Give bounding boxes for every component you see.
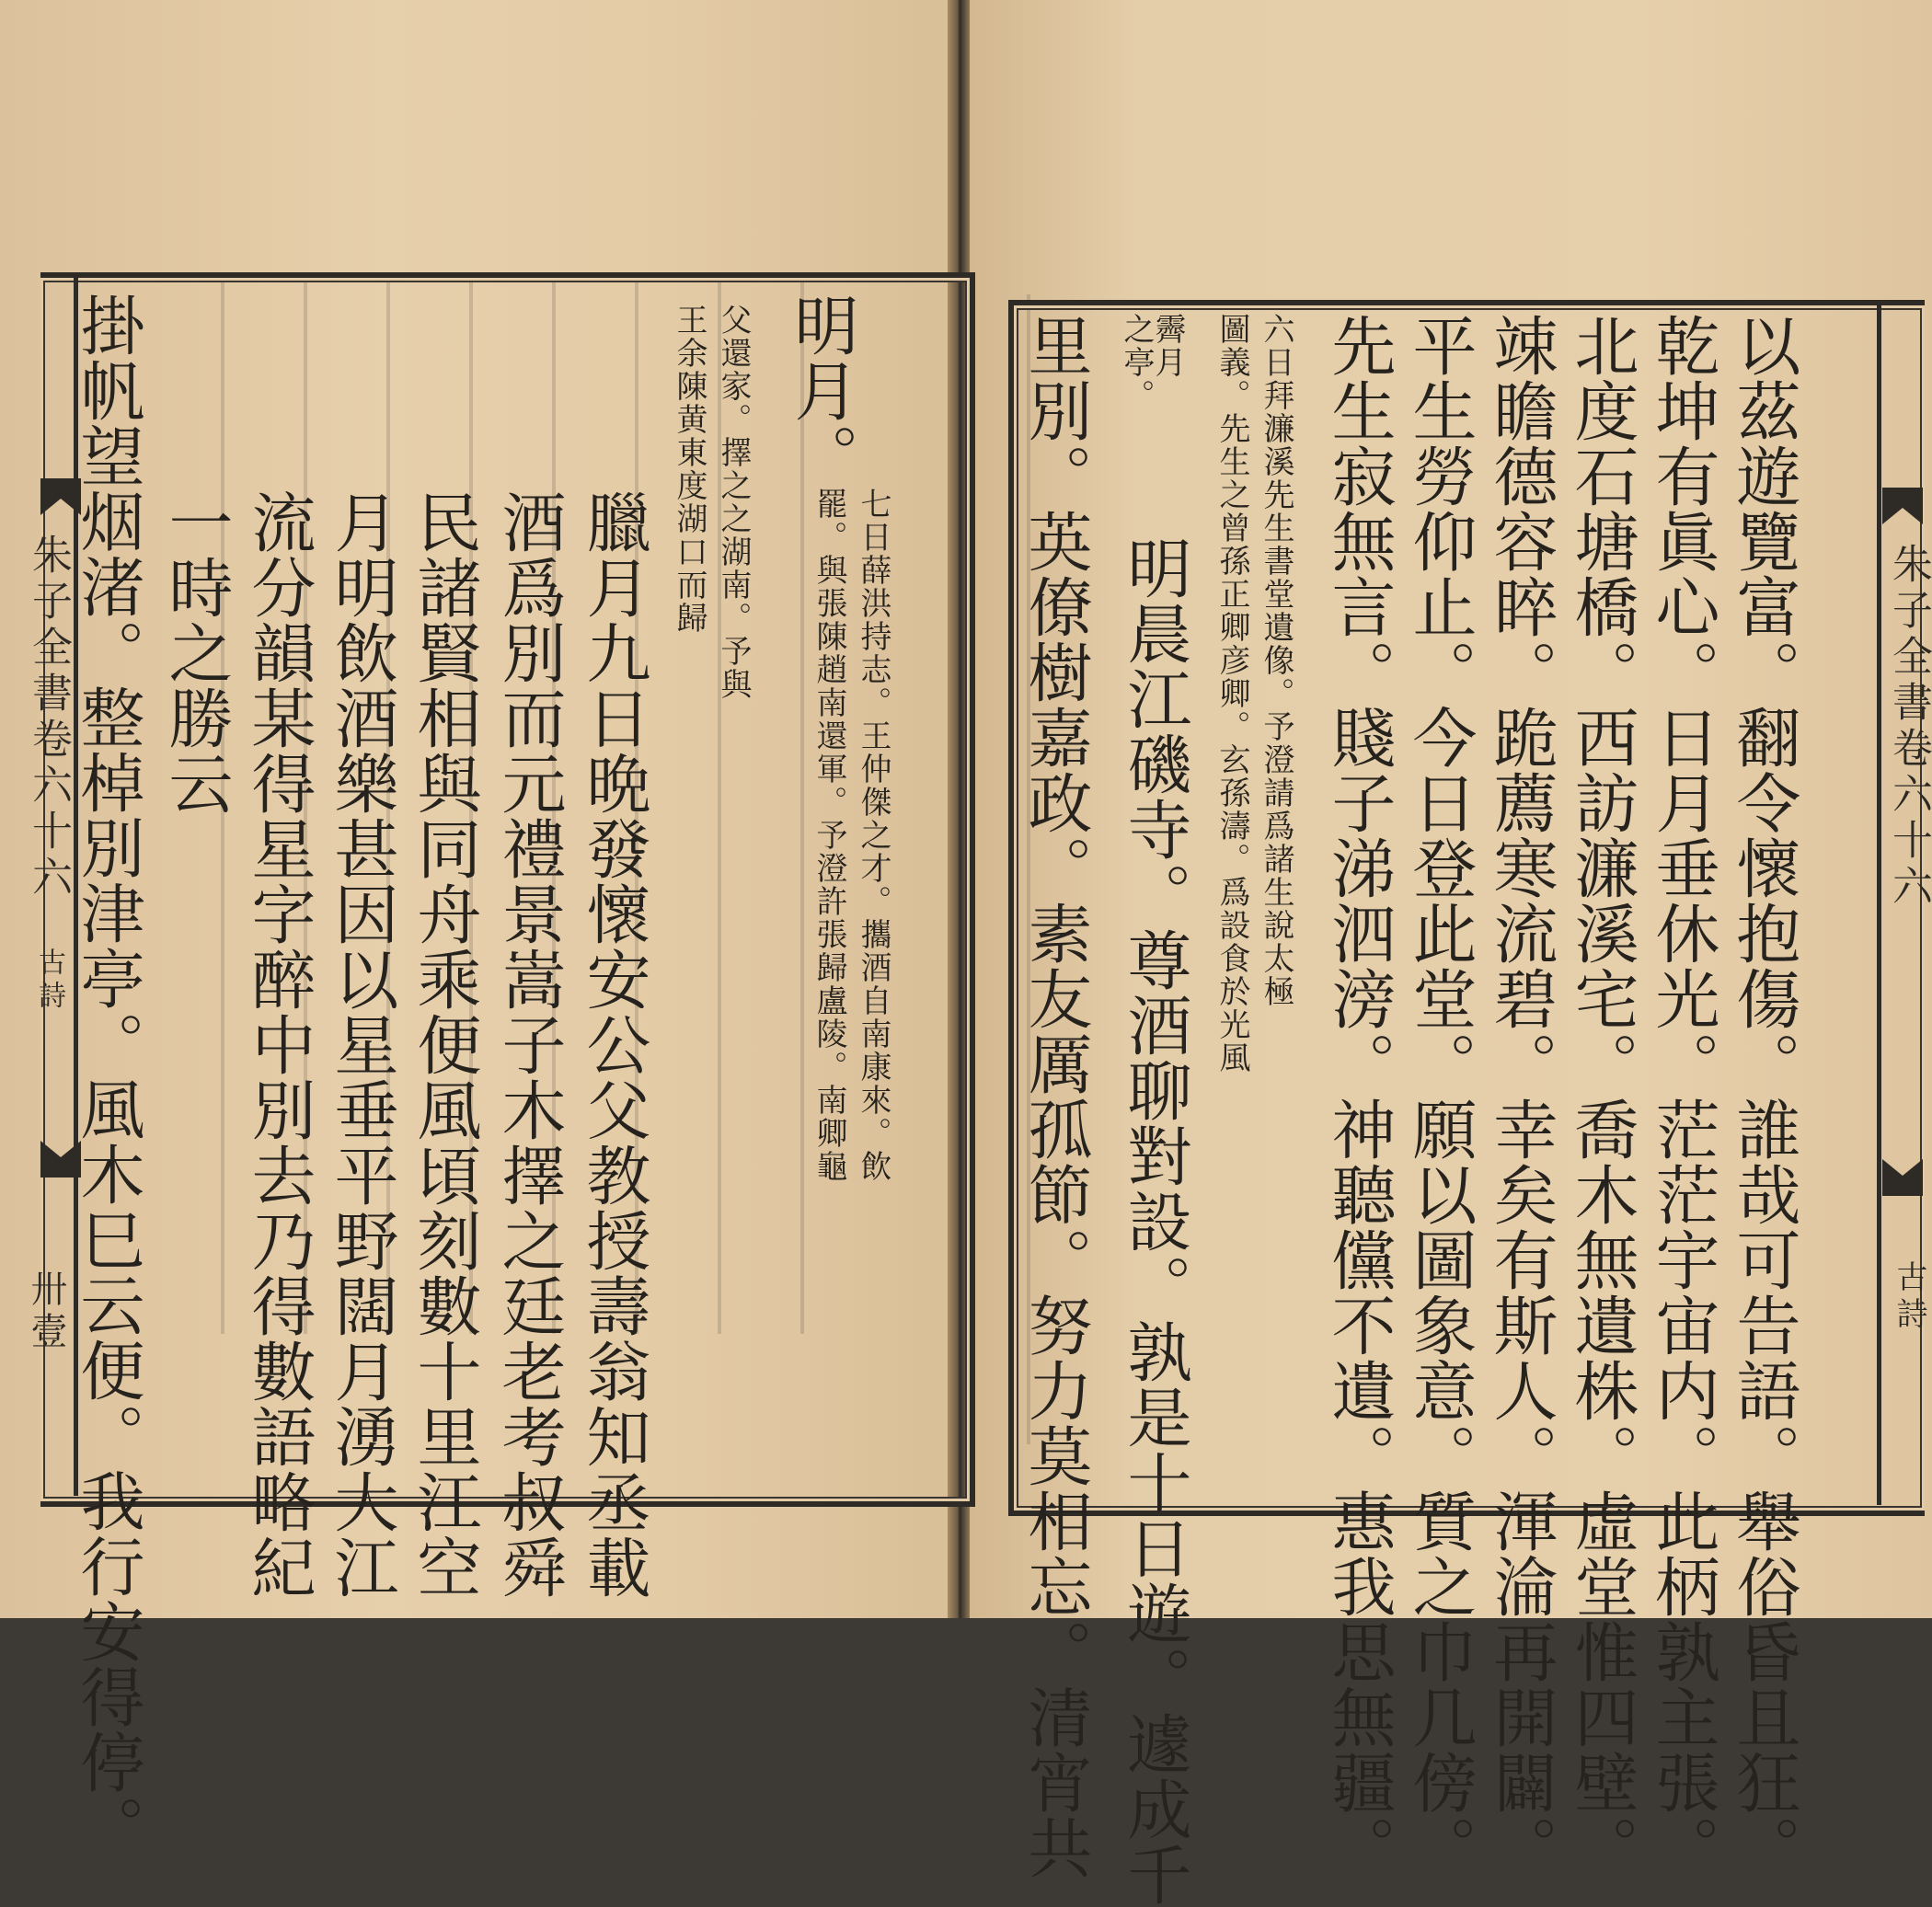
left-column-2: 一時之勝云 <box>158 489 234 816</box>
right-margin-section: 古詩 <box>1891 1260 1927 1334</box>
left-column-mixed-big: 明月。 <box>784 293 859 488</box>
right-column-4: 竦瞻德容睟。跪薦寒流碧。幸矣有斯人。渾淪再開闢。 <box>1483 313 1558 1880</box>
right-column-6: 先生寂無言。賤子涕泗滂。神聽儻不遺。惠我思無疆。 <box>1321 313 1397 1880</box>
right-column-2: 乾坤有眞心。日月垂休光。茫茫宇宙内。此柄孰主張。 <box>1645 313 1720 1880</box>
left-page-number: 卅壹 <box>25 1269 67 1354</box>
right-column-8-big: 明晨江磯寺。尊酒聊對設。孰是十日遊。遽成千 <box>1117 535 1192 1907</box>
right-small-column-2: 圖義。先生之曾孫正卿彦卿。玄孫濤。爲設食於光風 <box>1213 313 1250 1074</box>
right-small-column-1: 六日拜濂溪先生書堂遺像。予澄請爲諸生說太極 <box>1258 313 1294 1008</box>
left-margin-section: 古詩 <box>33 948 65 1014</box>
left-column-3: 流分韻某得星字醉中別去乃得數語略紀 <box>241 489 316 1600</box>
right-column-3: 北度石塘橋。西訪濂溪宅。喬木無遺株。虛堂惟四壁。 <box>1564 313 1639 1880</box>
right-column-5: 平生勞仰止。今日登此堂。願以圖象意。質之巾几傍。 <box>1402 313 1478 1880</box>
left-column-7: 臘月九日晩發懷安公父教授壽翁知丞載 <box>576 489 651 1600</box>
left-small-column-2: 父還家。擇之之湖南。予與 <box>715 304 752 701</box>
right-column-9: 里別。英僚樹嘉政。素友厲孤節。努力莫相忘。清宵共 <box>1018 313 1093 1880</box>
right-margin-title: 朱子全書卷六十六 <box>1885 543 1932 911</box>
left-column-4: 月明飲酒樂甚因以星垂平野闊月湧大江 <box>324 489 399 1600</box>
left-small-column-4: 七日薛洪持志。王仲傑之才。攜酒自南康來。飲 <box>855 488 891 1183</box>
left-small-column-1: 王余陳黄東度湖口而歸 <box>671 304 707 635</box>
left-column-6: 酒爲別而元禮景嵩子木擇之廷老考叔舜 <box>491 489 567 1600</box>
right-column-1: 以茲遊覽富。翻令懷抱傷。誰哉可告語。舉俗昏且狂。 <box>1726 313 1801 1880</box>
right-small-column-4: 霽月 <box>1149 313 1186 379</box>
left-margin-title: 朱子全書卷六十六 <box>25 534 72 902</box>
left-column-1: 掛帆望烟渚。整棹別津亭。風木巳云便。我行安得停。 <box>70 293 145 1860</box>
left-small-column-3: 罷。與張陳趙南還軍。予澄許張歸盧陵。南卿龜 <box>811 488 847 1183</box>
right-small-column-3: 之亭。 <box>1118 313 1155 412</box>
left-column-5: 民諸賢相與同舟乘便風頃刻數十里江空 <box>407 489 482 1600</box>
